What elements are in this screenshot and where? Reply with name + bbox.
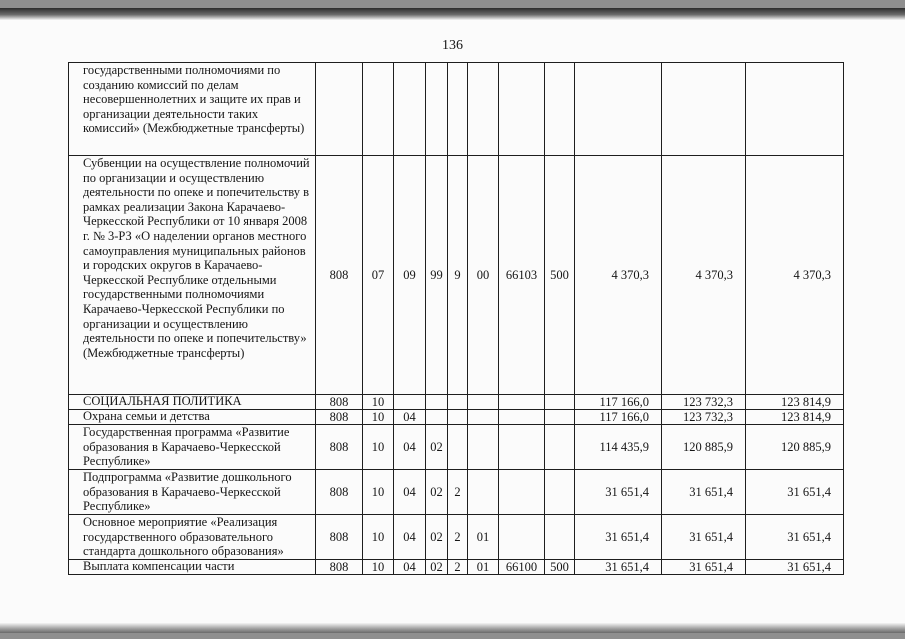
cell-program [426, 410, 448, 425]
cell-direction [499, 410, 545, 425]
cell-amount-1 [575, 63, 662, 156]
cell-program: 02 [426, 470, 448, 515]
table-row [69, 470, 844, 515]
cell-subprogram: 2 [448, 515, 468, 560]
cell-direction: 66103 [499, 156, 545, 395]
cell-expense-type: 500 [545, 560, 575, 575]
cell-admin-code: 808 [316, 156, 363, 395]
cell-subsection: 04 [394, 470, 426, 515]
cell-section: 10 [363, 410, 394, 425]
cell-subprogram: 2 [448, 560, 468, 575]
row-description: СОЦИАЛЬНАЯ ПОЛИТИКА [69, 395, 316, 410]
cell-admin-code: 808 [316, 410, 363, 425]
table-row [69, 63, 844, 156]
cell-subprogram [448, 395, 468, 410]
cell-section: 07 [363, 156, 394, 395]
table-row [69, 560, 844, 575]
cell-expense-type [545, 425, 575, 470]
cell-amount-1: 114 435,9 [575, 425, 662, 470]
cell-activity [468, 425, 499, 470]
cell-direction [499, 470, 545, 515]
cell-admin-code: 808 [316, 470, 363, 515]
cell-subprogram [448, 425, 468, 470]
cell-direction: 66100 [499, 560, 545, 575]
cell-amount-1: 4 370,3 [575, 156, 662, 395]
scan-bottom-edge [0, 623, 905, 633]
cell-admin-code: 808 [316, 425, 363, 470]
cell-expense-type [545, 470, 575, 515]
cell-amount-2: 120 885,9 [662, 425, 746, 470]
cell-admin-code [316, 63, 363, 156]
cell-subsection: 04 [394, 560, 426, 575]
row-description: Основное мероприятие «Реализация государственного образовательного стандарта дошкольного образования» [69, 515, 316, 560]
cell-expense-type [545, 410, 575, 425]
cell-subsection: 04 [394, 515, 426, 560]
cell-activity: 01 [468, 560, 499, 575]
cell-subprogram [448, 410, 468, 425]
cell-subsection: 09 [394, 156, 426, 395]
cell-direction [499, 63, 545, 156]
cell-direction [499, 425, 545, 470]
cell-expense-type [545, 395, 575, 410]
cell-subsection [394, 395, 426, 410]
cell-subprogram [448, 63, 468, 156]
cell-amount-3: 123 814,9 [746, 395, 844, 410]
cell-activity [468, 470, 499, 515]
cell-section [363, 63, 394, 156]
row-description: Охрана семьи и детства [69, 410, 316, 425]
cell-amount-3 [746, 63, 844, 156]
cell-amount-3: 31 651,4 [746, 470, 844, 515]
cell-subsection: 04 [394, 410, 426, 425]
cell-amount-1: 31 651,4 [575, 560, 662, 575]
cell-subprogram: 2 [448, 470, 468, 515]
cell-activity: 00 [468, 156, 499, 395]
cell-amount-3: 123 814,9 [746, 410, 844, 425]
table-row [69, 395, 844, 410]
row-description: Выплата компенсации части [69, 560, 316, 575]
row-description: Субвенции на осуществление полномочий по организации и осуществлению деятельности по опеке и попечительству в рамках реализации Закона Карачаево-Черкесской Республики от 10 января 2008 г. № 3-РЗ «О наделении органов местного самоуправления муниципальных районов и городских округов в Карачаево-Черкесской Республике отдельными государственными полномочиями Карачаево-Черкесской Республики по организации и осуществлению деятельности по опеке и попечительству» (Межбюджетные трансферты) [69, 156, 316, 395]
table-row [69, 156, 844, 395]
cell-expense-type [545, 63, 575, 156]
cell-admin-code: 808 [316, 560, 363, 575]
row-description: государственными полномочиями по созданию комиссий по делам несовершеннолетних и защите их прав и организации деятельности таких комиссий» (Межбюджетные трансферты) [69, 63, 316, 156]
cell-admin-code: 808 [316, 395, 363, 410]
cell-direction [499, 395, 545, 410]
table-row [69, 410, 844, 425]
cell-amount-3: 4 370,3 [746, 156, 844, 395]
scan-top-edge [0, 8, 905, 20]
cell-program: 02 [426, 425, 448, 470]
cell-program [426, 395, 448, 410]
cell-amount-1: 117 166,0 [575, 410, 662, 425]
cell-activity [468, 63, 499, 156]
cell-admin-code: 808 [316, 515, 363, 560]
cell-program: 02 [426, 515, 448, 560]
cell-activity: 01 [468, 515, 499, 560]
cell-amount-2: 123 732,3 [662, 410, 746, 425]
cell-amount-3: 31 651,4 [746, 515, 844, 560]
cell-expense-type: 500 [545, 156, 575, 395]
cell-amount-2: 31 651,4 [662, 515, 746, 560]
table-row [69, 515, 844, 560]
cell-program: 02 [426, 560, 448, 575]
cell-program: 99 [426, 156, 448, 395]
cell-amount-2: 31 651,4 [662, 470, 746, 515]
cell-amount-2: 123 732,3 [662, 395, 746, 410]
budget-table [68, 62, 844, 575]
cell-expense-type [545, 515, 575, 560]
row-description: Государственная программа «Развитие образования в Карачаево-Черкесской Республике» [69, 425, 316, 470]
cell-subsection: 04 [394, 425, 426, 470]
cell-section: 10 [363, 560, 394, 575]
cell-section: 10 [363, 470, 394, 515]
cell-amount-3: 120 885,9 [746, 425, 844, 470]
cell-activity [468, 395, 499, 410]
table-row [69, 425, 844, 470]
document-page [0, 8, 905, 633]
cell-subsection [394, 63, 426, 156]
row-description: Подпрограмма «Развитие дошкольного образования в Карачаево-Черкесской Республике» [69, 470, 316, 515]
cell-program [426, 63, 448, 156]
cell-section: 10 [363, 395, 394, 410]
cell-amount-1: 31 651,4 [575, 470, 662, 515]
cell-amount-2 [662, 63, 746, 156]
cell-activity [468, 410, 499, 425]
cell-amount-2: 31 651,4 [662, 560, 746, 575]
cell-amount-2: 4 370,3 [662, 156, 746, 395]
cell-subprogram: 9 [448, 156, 468, 395]
cell-direction [499, 515, 545, 560]
page-number: 136 [442, 38, 463, 53]
cell-section: 10 [363, 515, 394, 560]
cell-amount-3: 31 651,4 [746, 560, 844, 575]
cell-section: 10 [363, 425, 394, 470]
cell-amount-1: 31 651,4 [575, 515, 662, 560]
cell-amount-1: 117 166,0 [575, 395, 662, 410]
